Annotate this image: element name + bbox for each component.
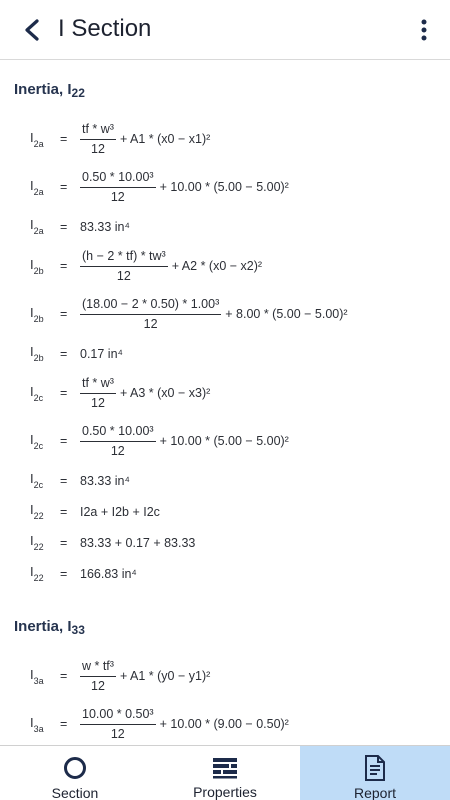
result-row: $I_{22}$ = I2a + I2b + I2c: [30, 502, 160, 521]
result-row: $I_{22}$ = 83.33 + 0.17 + 83.33: [30, 533, 196, 552]
equation-row: $I_{2b}$ = $\frac{\text{(18.00 − 2 * 0.50) * 1.00³}}{12}$ + 8.00 * (5.00 − 5.00)²: [30, 296, 348, 331]
section-title: Inertia, $I_{33}$: [14, 618, 85, 637]
section-inertia-33: [0, 618, 450, 745]
result-row: $I_{2a}$ = 83.33 in⁴: [30, 217, 130, 236]
result-row: $I_{2c}$ = 83.33 in⁴: [30, 471, 130, 490]
document-icon: [364, 755, 386, 781]
layers-icon: [212, 757, 238, 779]
result-row: $I_{2b}$ = 0.17 in⁴: [30, 344, 123, 363]
nav-report-label: Report: [353, 785, 397, 800]
more-vertical-icon: [421, 19, 427, 41]
circle-icon: [63, 756, 87, 780]
equation-row: $I_{2c}$ = $\frac{\text{0.50 * 10.00³}}{12}$ + 10.00 * (5.00 − 5.00)²: [30, 423, 289, 458]
section-inertia-22: [0, 81, 450, 589]
nav-report[interactable]: [300, 746, 450, 800]
equation-row: $I_{2b}$ = $\frac{\text{(h − 2 * tf) * tw³}}{12}$ + A2 * (x0 − x2)²: [30, 248, 263, 283]
nav-section-label: Section: [51, 785, 99, 800]
report-content[interactable]: [0, 61, 450, 745]
section-title: Inertia, $I_{22}$: [14, 81, 85, 100]
nav-section[interactable]: [0, 746, 150, 800]
nav-properties-label: Properties: [193, 784, 257, 800]
chevron-left-icon: [23, 19, 41, 41]
equation-row: $I_{2a}$ = $\frac{\text{0.50 * 10.00³}}{12}$ + 10.00 * (5.00 − 5.00)²: [30, 169, 289, 204]
equation-row: $I_{2c}$ = $\frac{\text{tf * w³}}{12}$ + A3 * (x0 − x3)²: [30, 375, 211, 410]
equation-row: $I_{3a}$ = $\frac{\text{w * tf³}}{12}$ + A1 * (y0 − y1)²: [30, 658, 211, 693]
result-row: $I_{22}$ = 166.83 in⁴: [30, 564, 137, 583]
bottom-navigation: [0, 745, 450, 800]
nav-properties[interactable]: [150, 746, 300, 800]
equation-row: $I_{2a}$ = $\frac{\text{tf * w³}}{12}$ + A1 * (x0 − x1)²: [30, 121, 211, 156]
equation-row: $I_{3a}$ = $\frac{\text{10.00 * 0.50³}}{12}$ + 10.00 * (9.00 − 0.50)²: [30, 706, 289, 741]
overflow-menu-button[interactable]: [410, 12, 438, 48]
page-title: I Section: [58, 15, 152, 42]
back-button[interactable]: [14, 12, 50, 48]
app-bar: [0, 0, 450, 60]
